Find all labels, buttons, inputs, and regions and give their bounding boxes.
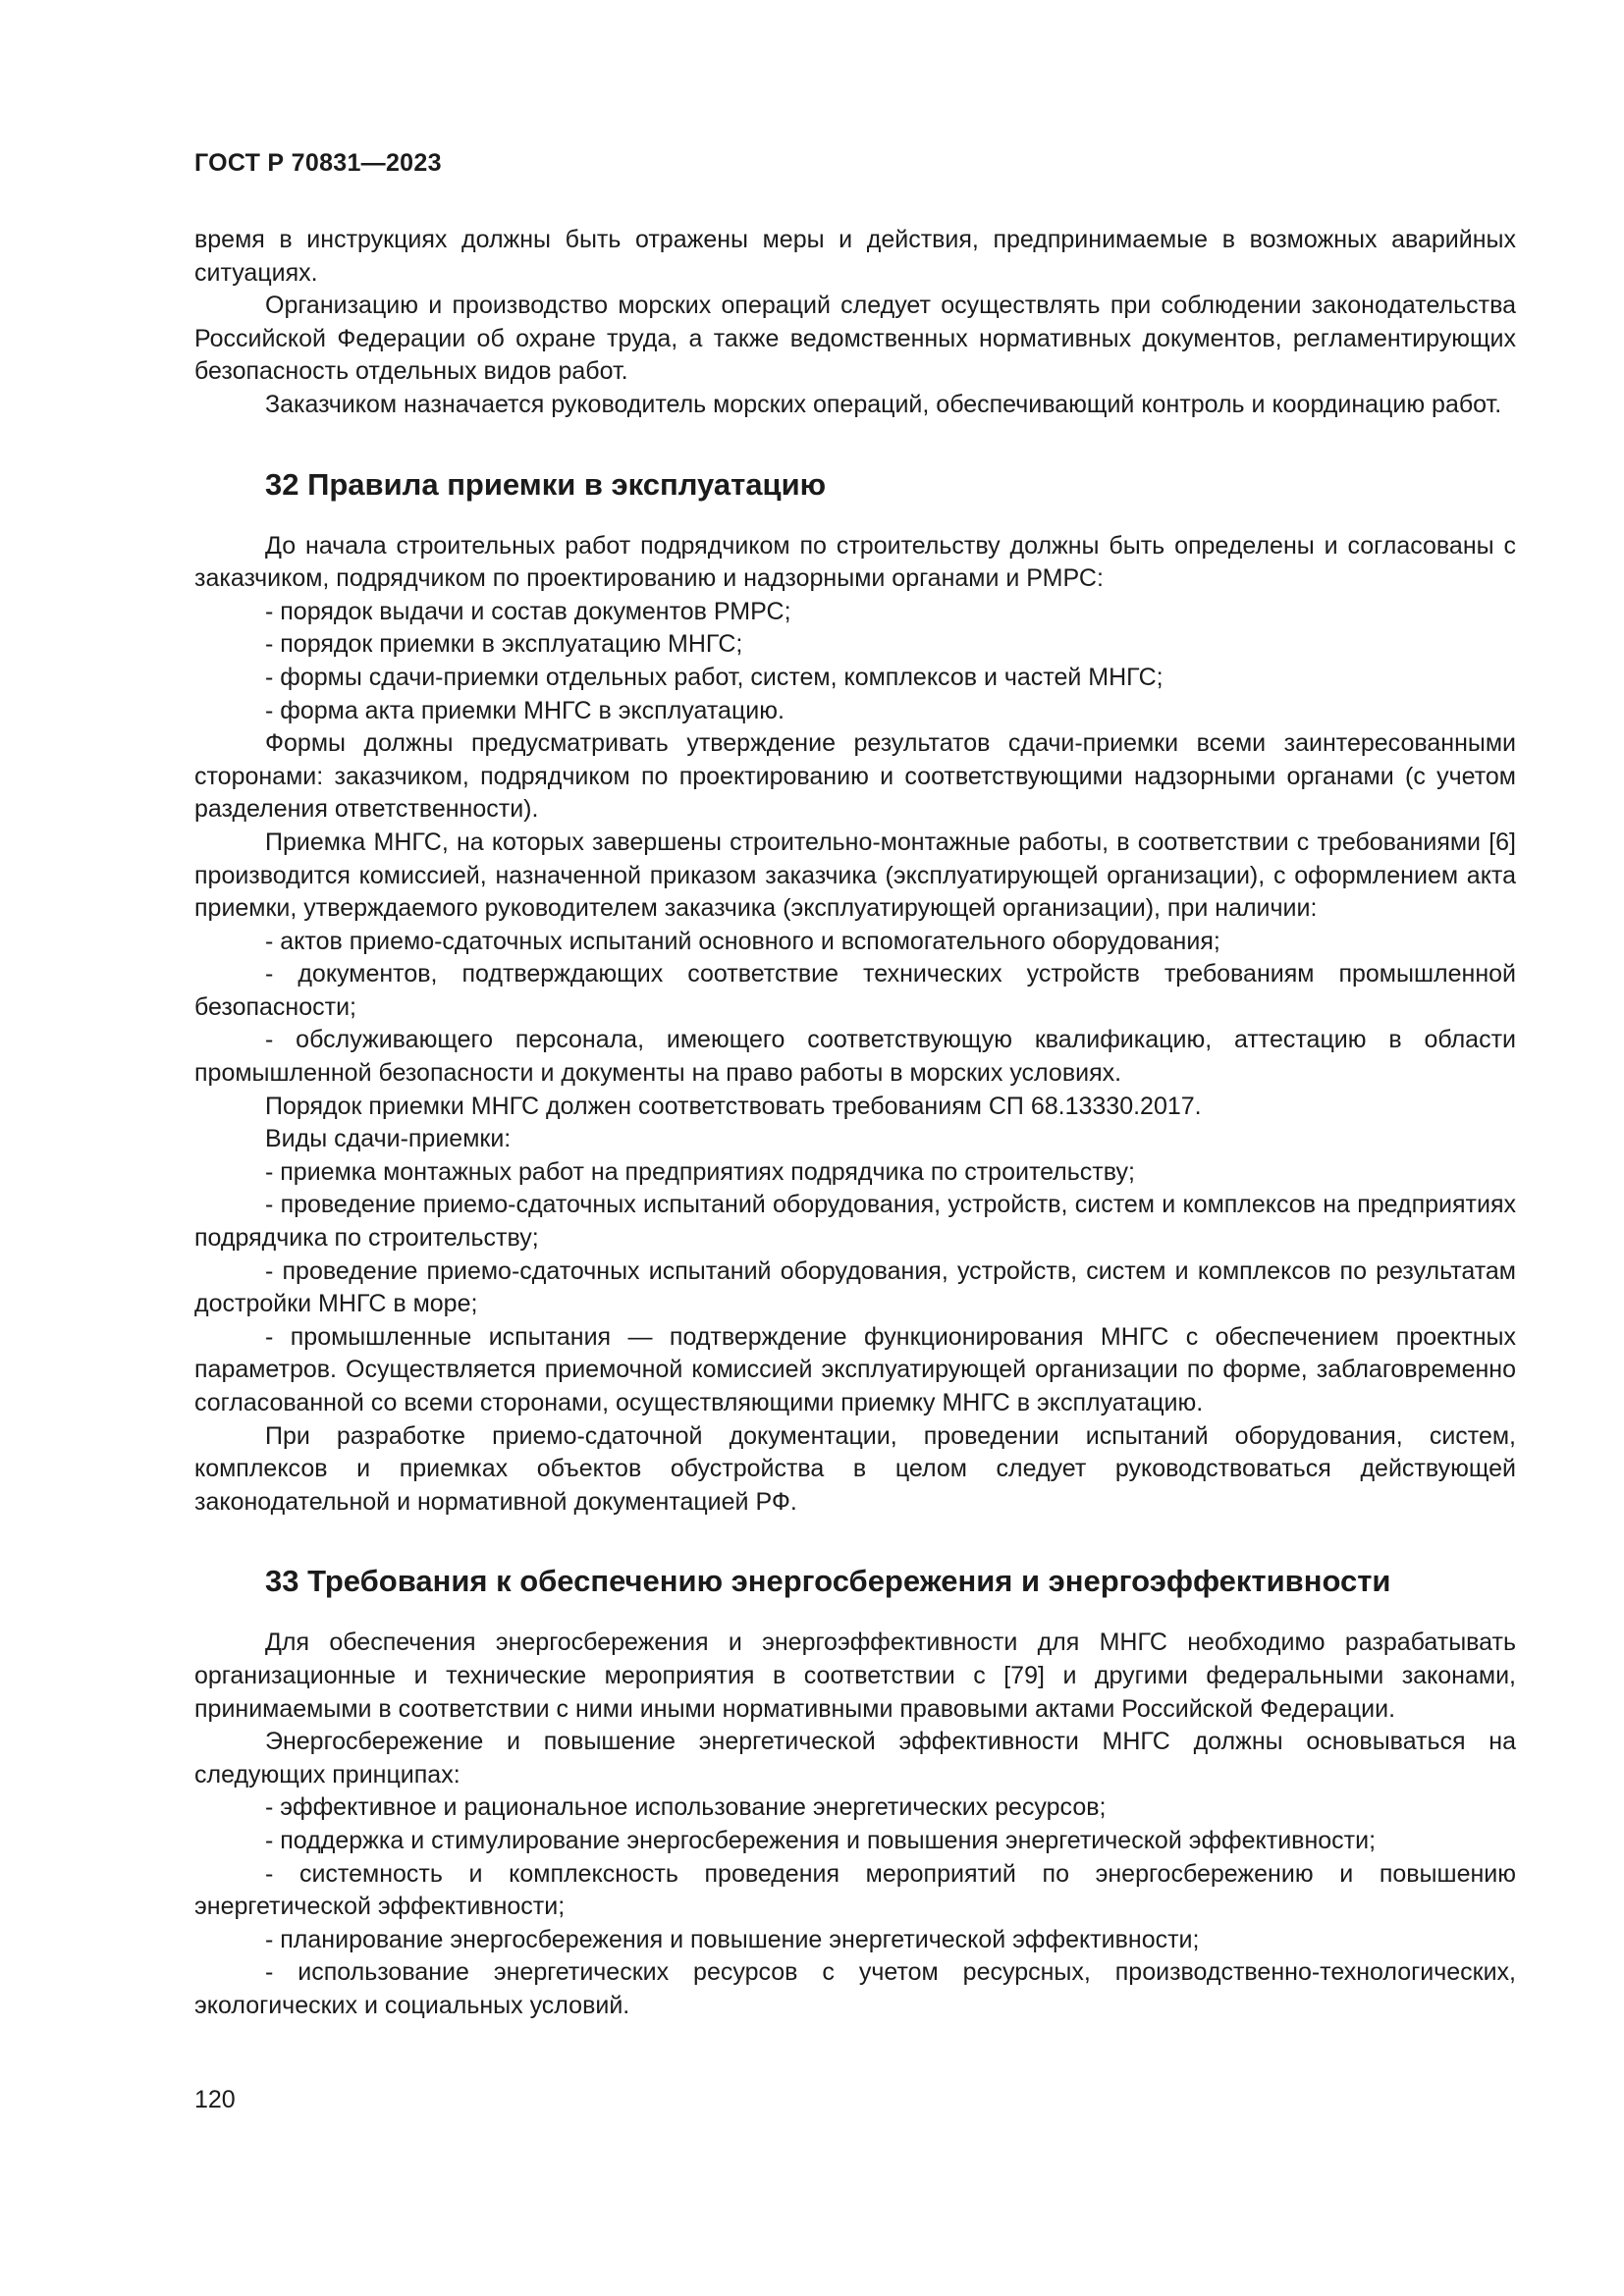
list-item: - поддержка и стимулирование энергосбережения и повышения энергетической эффективности; — [265, 1826, 1377, 1854]
list-item: - проведение приемо-сдаточных испытаний оборудования, устройств, систем и комплексов по результатам достройки МНГС в море; — [194, 1256, 1516, 1318]
body-paragraph: время в инструкциях должны быть отражены меры и действия, предпринимаемые в возможных аварийных ситуациях. — [194, 226, 1516, 287]
body-paragraph: Приемка МНГС, на которых завершены строительно-монтажные работы, в соответствии с требованиями [6] производится комиссией, назначенной приказом заказчика (эксплуатирующей организации), с оформлением акта приемки, утверждаемого руководителем заказчика (эксплуатирующей организации), при наличии: — [194, 828, 1516, 923]
list-item: - актов приемо-сдаточных испытаний основного и вспомогательного оборудования; — [265, 927, 1220, 955]
list-item: - эффективное и рациональное использование энергетических ресурсов; — [265, 1793, 1107, 1822]
list-item: - порядок приемки в эксплуатацию МНГС; — [265, 630, 743, 659]
list-item: - порядок выдачи и состав документов РМРС; — [265, 597, 791, 625]
list-item: - промышленные испытания — подтверждение функционирования МНГС с обеспечением проектных параметров. Осуществляется приемочной комиссией эксплуатирующей организации по форме, заблаговременно согласованной со всеми сторонами, осуществляющими приемку МНГС в эксплуатацию. — [194, 1322, 1516, 1416]
body-paragraph: Организацию и производство морских операций следует осуществлять при соблюдении законодательства Российской Федерации об охране труда, а также ведомственных нормативных документов, регламентирующих безопасность отдельных видов работ. — [194, 292, 1516, 386]
body-paragraph: Формы должны предусматривать утверждение результатов сдачи-приемки всеми заинтересованными сторонами: заказчиком, подрядчиком по проектированию и соответствующими надзорными органами (с учетом разделения ответственности). — [194, 729, 1516, 824]
list-item: - обслуживающего персонала, имеющего соответствующую квалификацию, аттестацию в области промышленной безопасности и документы на право работы в морских условиях. — [194, 1026, 1516, 1088]
body-paragraph: При разработке приемо-сдаточной документации, проведении испытаний оборудования, систем, комплексов и приемках объектов обустройства в целом следует руководствоваться действующей законодательной и нормативной документацией РФ. — [194, 1421, 1516, 1516]
body-paragraph: Энергосбережение и повышение энергетической эффективности МНГС должны основываться на следующих принципах: — [194, 1728, 1516, 1789]
section-33-heading: 33 Требования к обеспечению энергосбережения и энергоэффективности — [265, 1564, 1391, 1599]
list-item: - документов, подтверждающих соответствие технических устройств требованиям промышленной безопасности; — [194, 960, 1516, 1021]
list-item: - приемка монтажных работ на предприятиях подрядчика по строительству; — [265, 1157, 1135, 1186]
section-32-heading: 32 Правила приемки в эксплуатацию — [265, 466, 827, 502]
list-item: - системность и комплексность проведения мероприятий по энергосбережению и повышению энергетической эффективности; — [194, 1859, 1516, 1921]
list-item: - проведение приемо-сдаточных испытаний оборудования, устройств, систем и комплексов на предприятиях подрядчика по строительству; — [194, 1191, 1516, 1253]
body-paragraph: Заказчиком назначается руководитель морских операций, обеспечивающий контроль и координацию работ. — [265, 390, 1502, 418]
page-number: 120 — [194, 2086, 236, 2113]
body-paragraph: До начала строительных работ подрядчиком по строительству должны быть определены и согласованы с заказчиком, подрядчиком по проектированию и надзорными органами и РМРС: — [194, 531, 1516, 593]
list-item: - планирование энергосбережения и повышение энергетической эффективности; — [265, 1925, 1200, 1953]
page-body — [194, 224, 1516, 2023]
document-code-header: ГОСТ Р 70831—2023 — [194, 149, 442, 177]
body-paragraph: Виды сдачи-приемки: — [265, 1125, 512, 1153]
body-paragraph: Порядок приемки МНГС должен соответствовать требованиям СП 68.13330.2017. — [265, 1092, 1202, 1120]
list-item: - формы сдачи-приемки отдельных работ, систем, комплексов и частей МНГС; — [265, 663, 1164, 691]
body-paragraph: Для обеспечения энергосбережения и энергоэффективности для МНГС необходимо разрабатывать организационные и технические мероприятия в соответствии с [79] и другими федеральными законами, принимаемыми в соответствии с ними иными нормативными правовыми актами Российской Федерации. — [194, 1629, 1516, 1723]
list-item: - форма акта приемки МНГС в эксплуатацию. — [265, 696, 785, 724]
list-item: - использование энергетических ресурсов с учетом ресурсных, производственно-технологических, экологических и социальных условий. — [194, 1958, 1516, 2019]
